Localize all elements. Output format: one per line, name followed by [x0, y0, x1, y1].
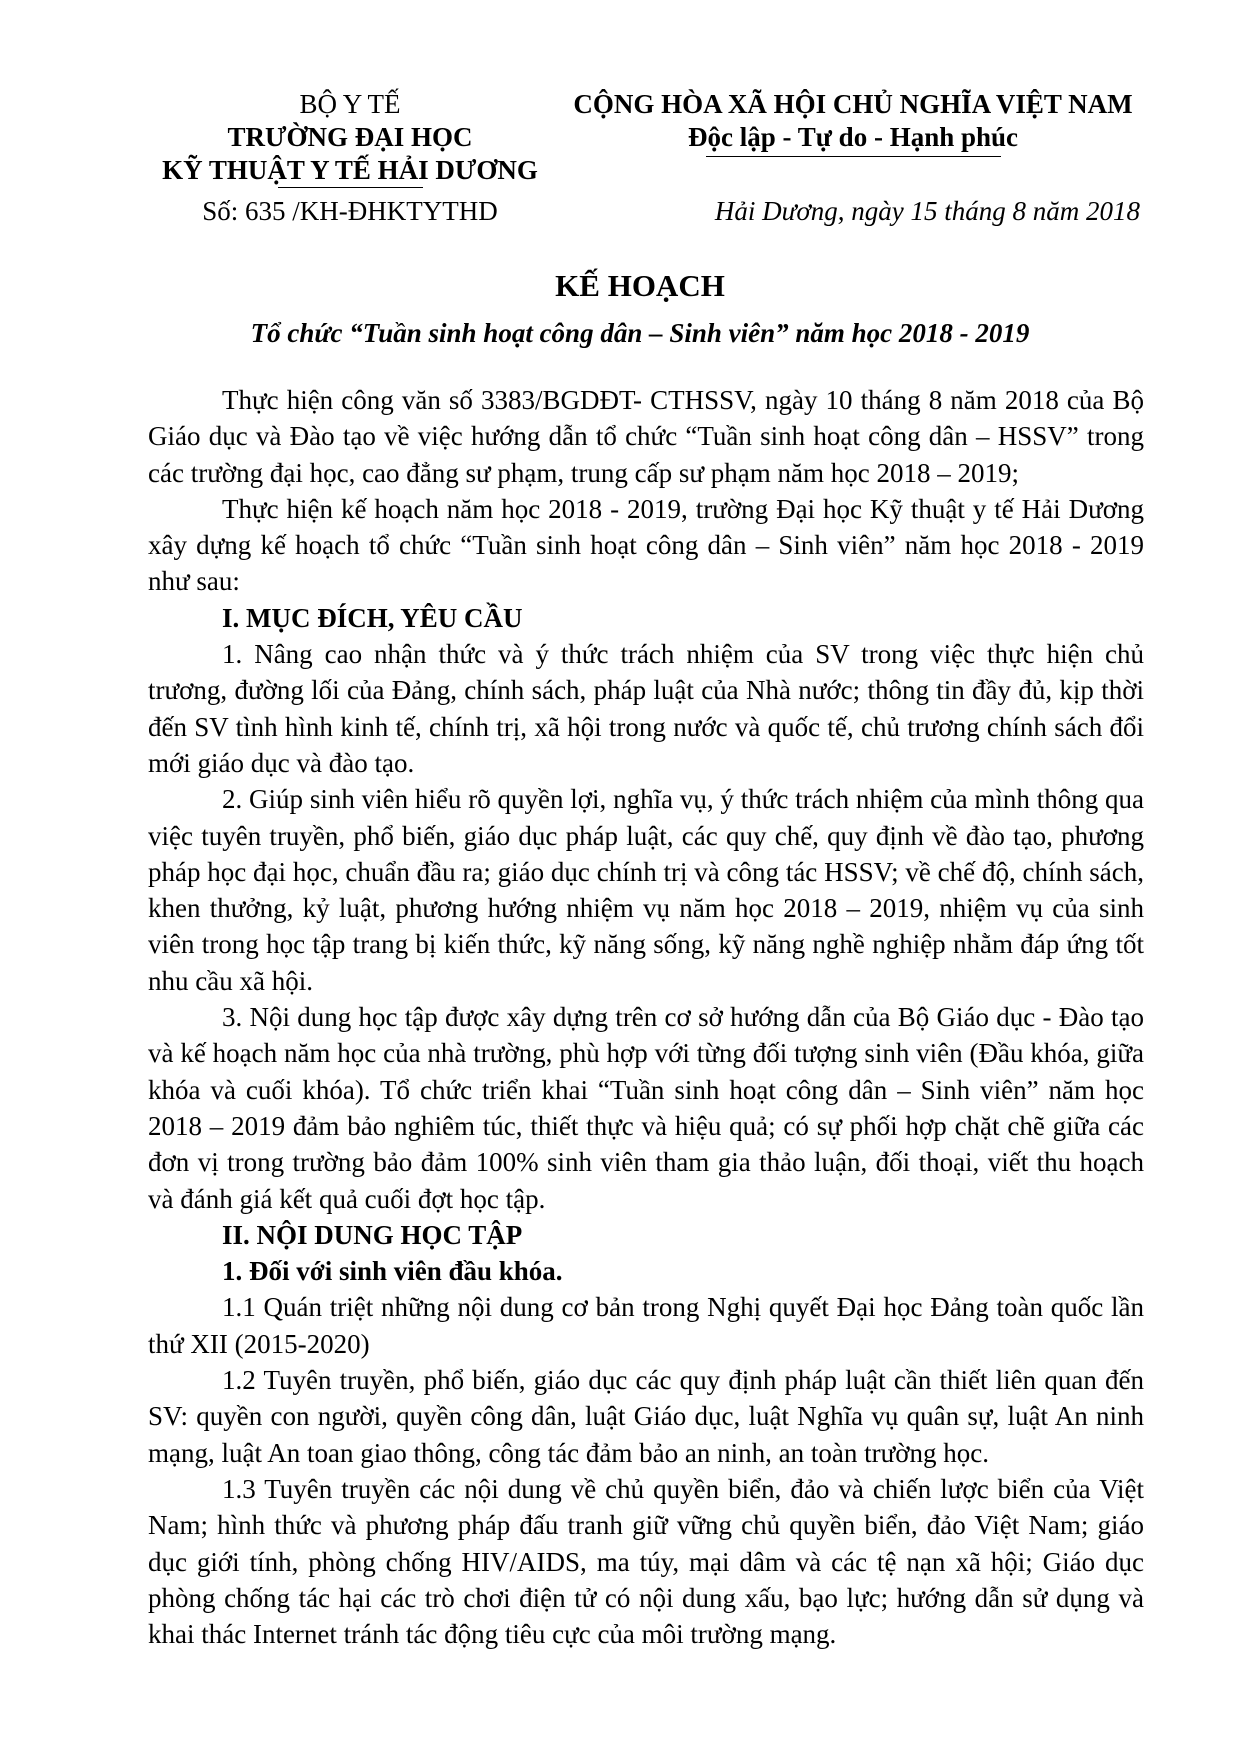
section-2-heading: II. NỘI DUNG HỌC TẬP	[222, 1219, 523, 1250]
national-header	[548, 88, 1158, 157]
document-number: Số: 635 /KH-ĐHKTYTHD	[202, 196, 498, 226]
section-2-item-1-2: 1.2 Tuyên truyền, phổ biến, giáo dục các quy định pháp luật cần thiết liên quan đến SV: quyền con người, quyền công dân, luật Giáo dục, luật Nghĩa vụ quân sự, luật An ninh mạng, luật An toan giao thông, công tác đảm bảo an ninh, an toàn trường học.	[148, 1365, 1144, 1468]
authority-underline	[278, 187, 423, 188]
ministry-name: BỘ Y TẾ	[299, 89, 401, 119]
section-1-item-3: 3. Nội dung học tập được xây dựng trên cơ sở hướng dẫn của Bộ Giáo dục - Đào tạo và kế hoạch năm học của nhà trường, phù hợp với từng đối tượng sinh viên (Đầu khóa, giữa khóa và cuối khóa). Tổ chức triển khai “Tuần sinh hoạt công dân – Sinh viên” năm học 2018 – 2019 đảm bảo nghiêm túc, thiết thực và hiệu quả; có sự phối hợp chặt chẽ giữa các đơn vị trong trường bảo đảm 100% sinh viên tham gia thảo luận, đối thoại, viết thu hoạch và đánh giá kết quả cuối đợt học tập.	[148, 1002, 1144, 1214]
national-motto: Độc lập - Tự do - Hạnh phúc	[687, 122, 1019, 152]
place-and-date: Hải Dương, ngày 15 tháng 8 năm 2018	[714, 196, 1140, 226]
document-title: KẾ HOẠCH	[555, 268, 725, 303]
motto-underline	[706, 156, 1001, 157]
school-name-line1: TRƯỜNG ĐẠI HỌC	[227, 122, 473, 152]
section-2-item-1-1: 1.1 Quán triệt những nội dung cơ bản trong Nghị quyết Đại học Đảng toàn quốc lần thứ XII (2015-2020)	[148, 1292, 1144, 1359]
intro-paragraph-2: Thực hiện kế hoạch năm học 2018 - 2019, trường Đại học Kỹ thuật y tế Hải Dương xây dựng kế hoạch tổ chức “Tuần sinh hoạt công dân – Sinh viên” năm học 2018 - 2019 như sau:	[148, 493, 1144, 597]
issuing-authority	[150, 88, 550, 188]
section-2-subheading-1: 1. Đối với sinh viên đầu khóa.	[222, 1256, 563, 1287]
section-1-heading: I. MỤC ĐÍCH, YÊU CẦU	[222, 602, 523, 633]
document-body	[148, 382, 1144, 1652]
country-name: CỘNG HÒA XÃ HỘI CHỦ NGHĨA VIỆT NAM	[573, 89, 1133, 119]
section-2-item-1-3: 1.3 Tuyên truyền các nội dung về chủ quyền biển, đảo và chiến lược biển của Việt Nam; hình thức và phương pháp đấu tranh giữ vững chủ quyền biển, đảo Việt Nam; giáo dục giới tính, phòng chống HIV/AIDS, ma túy, mại dâm và các tệ nạn xã hội; Giáo dục phòng chống tác hại các trò chơi điện tử có nội dung xấu, bạo lực; hướng dẫn sử dụng và khai thác Internet tránh tác động tiêu cực của môi trường mạng.	[148, 1473, 1144, 1650]
section-1-item-1: 1. Nâng cao nhận thức và ý thức trách nhiệm của SV trong việc thực hiện chủ trương, đường lối của Đảng, chính sách, pháp luật của Nhà nước; thông tin đầy đủ, kịp thời đến SV tình hình kinh tế, chính trị, xã hội trong nước và quốc tế, chủ trương chính sách đổi mới giáo dục và đào tạo.	[148, 639, 1144, 778]
section-1-item-2: 2. Giúp sinh viên hiểu rõ quyền lợi, nghĩa vụ, ý thức trách nhiệm của mình thông qua việc tuyên truyền, phổ biến, giáo dục pháp luật, các quy chế, quy định về đào tạo, phương pháp học đại học, chuẩn đầu ra; giáo dục chính trị và công tác HSSV; về chế độ, chính sách, khen thưởng, kỷ luật, phương hướng nhiệm vụ năm học 2018 – 2019, nhiệm vụ của sinh viên trong học tập trang bị kiến thức, kỹ năng sống, kỹ năng nghề nghiệp nhằm đáp ứng tốt nhu cầu xã hội.	[148, 784, 1144, 996]
school-name-line2: KỸ THUẬT Y TẾ HẢI DƯƠNG	[162, 155, 538, 185]
intro-paragraph-1: Thực hiện công văn số 3383/BGDĐT- CTHSSV, ngày 10 tháng 8 năm 2018 của Bộ Giáo dục và Đào tạo về việc hướng dẫn tổ chức “Tuần sinh hoạt công dân – HSSV” trong các trường đại học, cao đẳng sư phạm, trung cấp sư phạm năm học 2018 – 2019;	[148, 385, 1144, 488]
document-subtitle: Tổ chức “Tuần sinh hoạt công dân – Sinh viên” năm học 2018 - 2019	[250, 318, 1030, 348]
